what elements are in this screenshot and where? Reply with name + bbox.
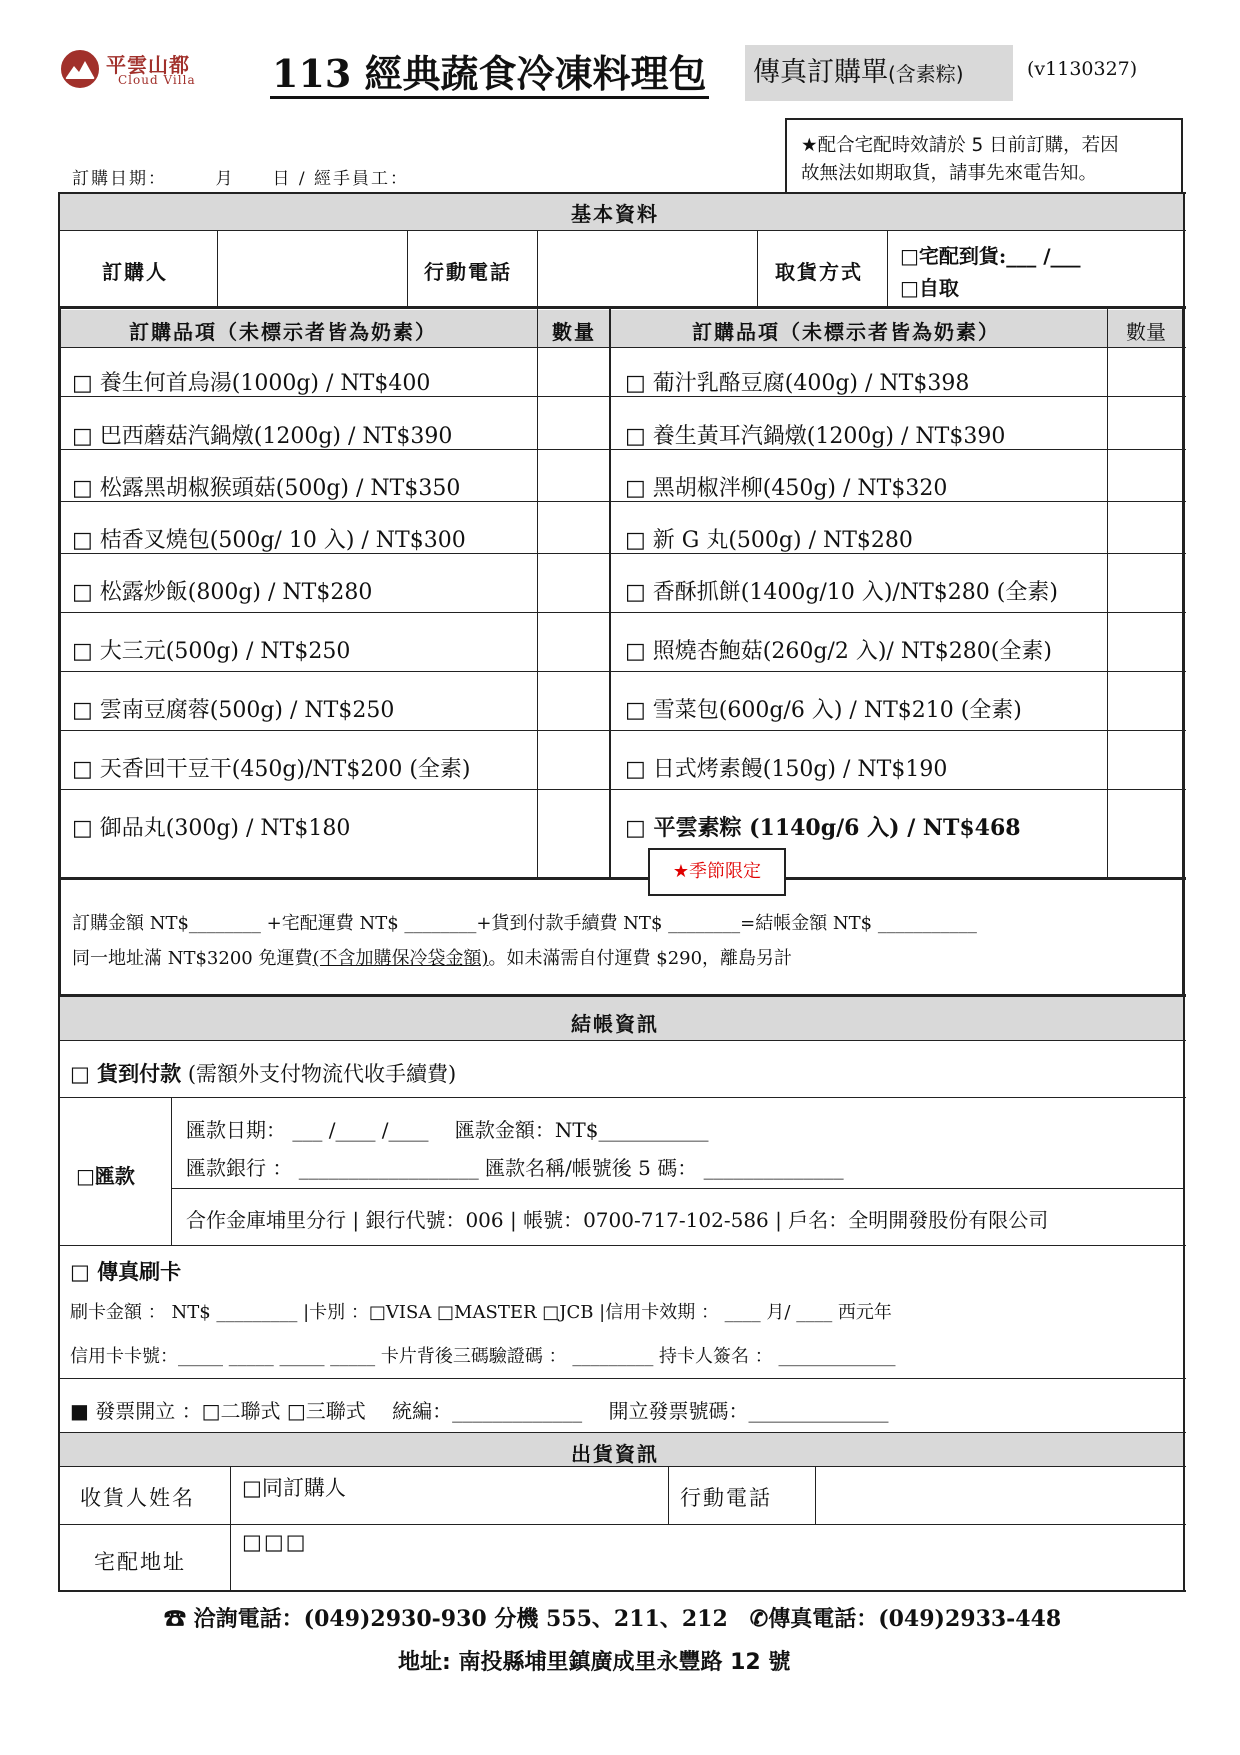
shipping-mobile-label: 行動電話 xyxy=(680,1486,772,1510)
item-checkbox[interactable]: □ 桔香叉燒包(500g/ 10 入) / NT$300 xyxy=(72,528,466,553)
item-checkbox[interactable]: □ 御品丸(300g) / NT$180 xyxy=(72,816,351,841)
notice-line-2: 故無法如期取貨，請事先來電告知。 xyxy=(801,163,1098,184)
item-checkbox[interactable]: □ 葡汁乳酪豆腐(400g) / NT$398 xyxy=(625,371,970,396)
item-checkbox[interactable]: □ 日式烤素饅(150g) / NT$190 xyxy=(625,757,948,782)
items-header-right: 訂購品項（未標示者皆為奶素） xyxy=(692,320,1000,344)
notice-line-1: ★配合宅配時效請於 5 日前訂購，若因 xyxy=(801,135,1119,156)
subtitle-text: 傳真訂購單 xyxy=(753,57,888,88)
free-shipping-a: 同一地址滿 NT$3200 免運費 xyxy=(72,948,313,969)
item-checkbox[interactable]: □ 新 G 丸(500g) / NT$280 xyxy=(625,528,913,553)
invoice-line[interactable]: ■ 發票開立 ：□二聯式 □三聯式 統編：_____________ 開立發票號碼：______________ xyxy=(70,1399,889,1423)
free-shipping-b: (不含加購保冷袋金額) xyxy=(312,948,489,969)
item-checkbox[interactable]: □ 照燒杏鮑菇(260g/2 入)/ NT$280(全素) xyxy=(625,639,1052,664)
subtitle-note: (含素粽) xyxy=(888,62,964,86)
bank-info: 合作金庫埔里分行 | 銀行代號：006 | 帳號：0700-717-102-586 | 戶名：全明開發股份有限公司 xyxy=(186,1208,1049,1232)
logo-name-cn: 平雲山都 xyxy=(106,53,190,77)
cloud-villa-logo xyxy=(60,45,210,95)
order-total-line[interactable]: 訂購金額 NT$________ +宅配運費 NT$ ________+貨到付款手續費 NT$ ________=結帳金額 NT$ ___________ xyxy=(72,913,977,934)
shipping-mobile-field[interactable] xyxy=(818,1468,1182,1522)
page-subtitle xyxy=(745,45,1013,101)
same-as-orderer-checkbox[interactable]: □同訂購人 xyxy=(242,1476,346,1500)
item-checkbox[interactable]: □ 雲南豆腐蓉(500g) / NT$250 xyxy=(72,698,395,723)
cod-option[interactable] xyxy=(70,1058,456,1088)
self-pickup-checkbox[interactable]: □自取 xyxy=(900,276,959,300)
remit-line-1[interactable]: 匯款日期： ___ /____ /____ 匯款金額：NT$___________ xyxy=(186,1118,709,1142)
order-date-line[interactable]: 訂購日期： 月 日 / 經手員工： xyxy=(72,169,410,189)
item-checkbox[interactable]: □ 養生黃耳汽鍋燉(1200g) / NT$390 xyxy=(625,424,1006,449)
item-checkbox[interactable]: □ 雪菜包(600g/6 入) / NT$210 (全素) xyxy=(625,698,1022,723)
free-shipping-c: 。如未滿需自付運費 $290，離島另計 xyxy=(488,948,793,969)
orderer-field[interactable] xyxy=(220,232,405,306)
version-label: (v1130327) xyxy=(1027,58,1138,80)
free-shipping-note xyxy=(72,944,792,970)
seasonal-limited-badge: ★季節限定 xyxy=(648,848,786,896)
card-line-1[interactable]: 刷卡金額 ： NT$ _________ |卡別 ：□VISA □MASTER □JCB |信用卡效期 ： ____ 月/ ____ 西元年 xyxy=(70,1302,892,1323)
item-checkbox[interactable]: □ 巴西蘑菇汽鍋燉(1200g) / NT$390 xyxy=(72,424,453,449)
item-checkbox[interactable]: □ 大三元(500g) / NT$250 xyxy=(72,639,351,664)
item-checkbox[interactable]: □ 松露炒飯(800g) / NT$280 xyxy=(72,580,373,605)
address-line: 地址: 南投縣埔里鎮廣成里永豐路 12 號 xyxy=(398,1650,791,1675)
card-checkbox[interactable]: □ 傳真刷卡 xyxy=(70,1259,182,1284)
mobile-field[interactable] xyxy=(540,232,755,306)
page-title: 113 經典蔬食冷凍料理包 xyxy=(270,52,709,99)
qty-header-left: 數量 xyxy=(552,320,596,344)
mountain-logo-icon xyxy=(60,49,100,89)
remit-line-2[interactable]: 匯款銀行 ： __________________ 匯款名稱/帳號後 5 碼： ______________ xyxy=(186,1156,844,1180)
qty-header-right: 數量 xyxy=(1126,320,1166,344)
logo-name-en: Cloud Villa xyxy=(118,73,196,87)
recipient-label: 收貨人姓名 xyxy=(80,1486,195,1510)
address-label: 宅配地址 xyxy=(94,1550,186,1574)
notice-box xyxy=(785,118,1183,200)
orderer-label: 訂購人 xyxy=(102,260,168,284)
cod-note: (需額外支付物流代收手續費) xyxy=(187,1062,457,1086)
cod-checkbox[interactable]: □ 貨到付款 xyxy=(70,1061,182,1086)
item-checkbox-featured[interactable]: □ 平雲素粽 (1140g/6 入) / NT$468 xyxy=(625,815,1021,841)
pickup-label: 取貨方式 xyxy=(775,260,863,284)
shipping-section-title: 出貨資訊 xyxy=(571,1442,659,1466)
item-checkbox[interactable]: □ 天香回干豆干(450g)/NT$200 (全素) xyxy=(72,757,471,782)
payment-section-title: 結帳資訊 xyxy=(571,1012,659,1036)
remit-checkbox[interactable]: □匯款 xyxy=(76,1164,135,1188)
contact-phone-line: ☎ 洽詢電話：(049)2930-930 分機 555、211、212 ✆傳真電話：(049)2933-448 xyxy=(164,1606,1062,1632)
basic-section-title: 基本資料 xyxy=(571,202,659,226)
card-line-2[interactable]: 信用卡卡號：_____ _____ _____ _____ 卡片背後三碼驗證碼 ： _________ 持卡人簽名 ： _____________ xyxy=(70,1346,896,1367)
mobile-label: 行動電話 xyxy=(424,260,512,284)
item-checkbox[interactable]: □ 香酥抓餅(1400g/10 入)/NT$280 (全素) xyxy=(625,580,1058,605)
item-checkbox[interactable]: □ 松露黑胡椒猴頭菇(500g) / NT$350 xyxy=(72,476,461,501)
postal-code-boxes[interactable]: □□□ xyxy=(242,1530,308,1554)
item-checkbox[interactable]: □ 黑胡椒泮柳(450g) / NT$320 xyxy=(625,476,948,501)
delivery-option-checkbox[interactable]: □宅配到貨:___ /___ xyxy=(900,244,1081,268)
items-header-left: 訂購品項（未標示者皆為奶素） xyxy=(129,320,437,344)
item-checkbox[interactable]: □ 養生何首烏湯(1000g) / NT$400 xyxy=(72,371,431,396)
